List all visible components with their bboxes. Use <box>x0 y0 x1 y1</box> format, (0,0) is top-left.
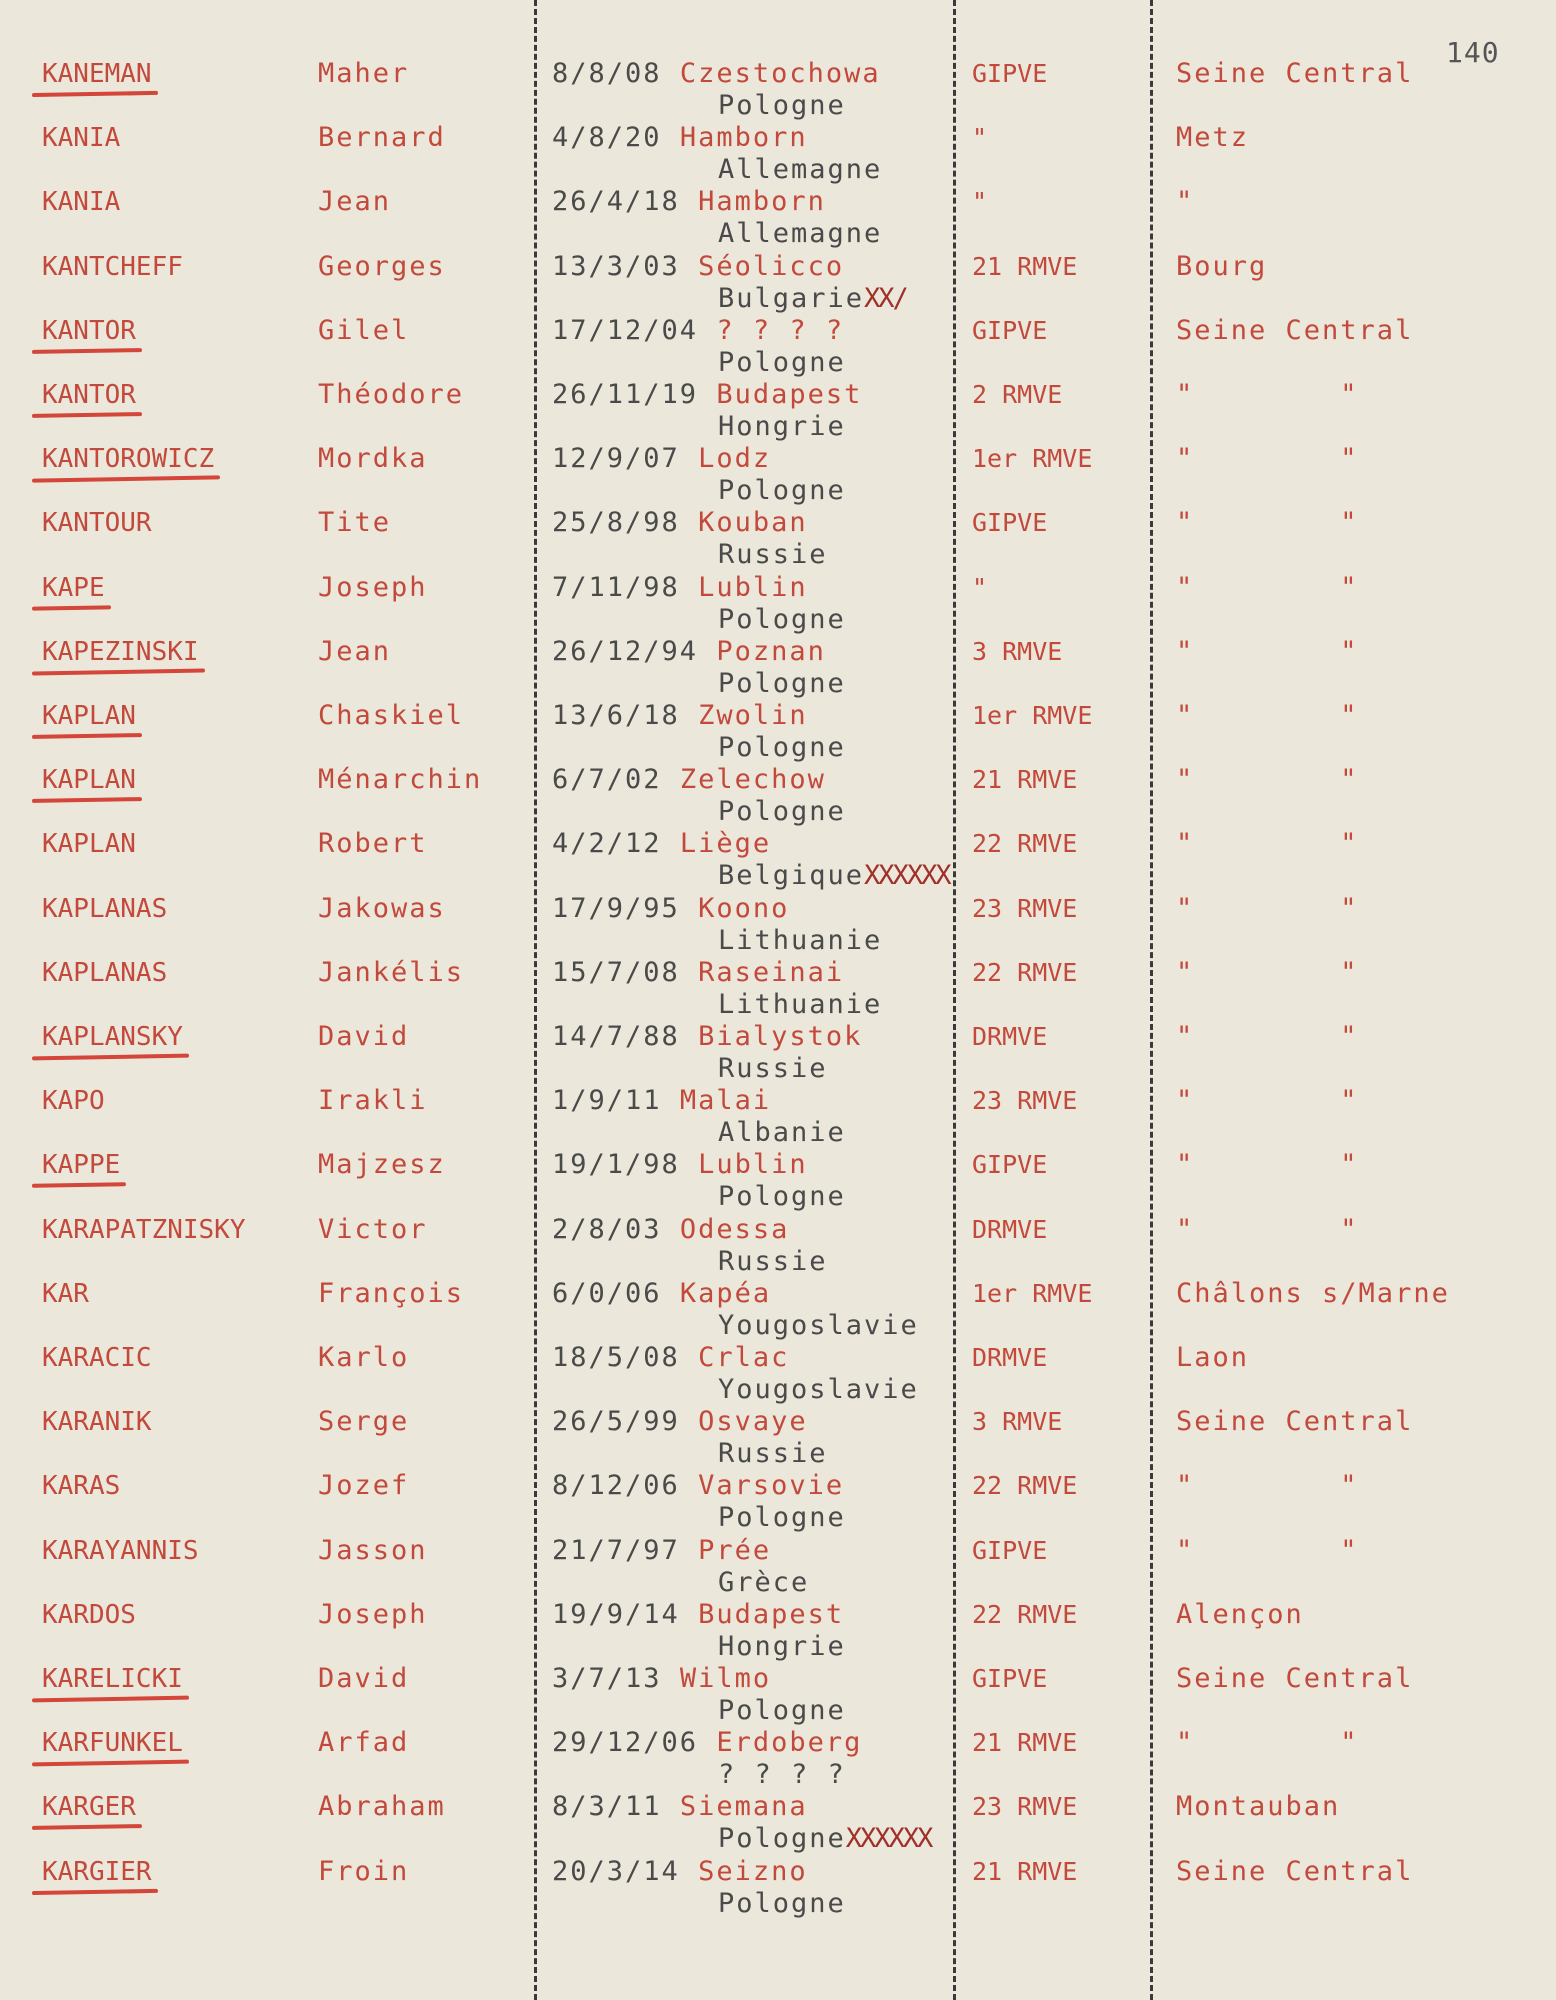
country-name: Lithuanie <box>718 924 883 956</box>
military-unit: 21 RMVE <box>972 1728 1078 1758</box>
birth-country <box>718 154 882 186</box>
first-name: Joseph <box>318 1598 428 1630</box>
surname: KARACIC <box>42 1343 152 1373</box>
first-name: François <box>318 1277 465 1309</box>
birth-place: Siemana <box>679 1791 808 1823</box>
surname: KANEMAN <box>42 59 152 89</box>
birth-info <box>552 1149 808 1181</box>
birth-country <box>718 347 846 379</box>
country-name: Pologne <box>718 732 846 763</box>
country-name: Grèce <box>718 1566 810 1598</box>
first-name: Serge <box>318 1406 410 1438</box>
country-name: Russie <box>718 1245 828 1277</box>
surname: KARDOS <box>42 1599 136 1630</box>
military-unit: 1er RMVE <box>972 444 1093 474</box>
country-name: Bulgarie <box>718 282 865 314</box>
birth-country <box>718 989 882 1021</box>
country-name: Pologne <box>718 1887 846 1919</box>
destination: " " <box>1176 379 1359 410</box>
birth-place: Raseinai <box>698 956 845 988</box>
register-row <box>0 700 1556 764</box>
surname: KANTOR <box>42 315 136 346</box>
birth-date: 6/0/06 <box>552 1277 662 1309</box>
surname: KARANIK <box>42 1407 152 1438</box>
birth-country <box>718 283 907 315</box>
birth-date: 14/7/88 <box>552 1021 680 1052</box>
birth-info <box>552 186 826 218</box>
birth-info <box>552 379 862 411</box>
birth-date: 8/3/11 <box>552 1791 662 1823</box>
birth-country <box>718 1181 846 1213</box>
birth-place: Kapéa <box>679 1277 772 1309</box>
surname: KANIA <box>42 187 121 218</box>
first-name: Majzesz <box>318 1149 446 1181</box>
destination: " " <box>1176 571 1359 603</box>
surname: KAPLANSKY <box>42 1022 183 1052</box>
destination: Laon <box>1176 1342 1250 1373</box>
country-name: Pologne <box>718 796 846 828</box>
destination: " " <box>1176 635 1359 667</box>
destination: " " <box>1176 1149 1359 1181</box>
birth-info <box>552 572 808 604</box>
birth-date: 25/8/98 <box>552 507 680 539</box>
birth-place: Varsovie <box>698 1470 845 1502</box>
birth-date: 8/12/06 <box>552 1470 680 1502</box>
military-unit: 22 RMVE <box>972 1599 1078 1629</box>
birth-country <box>718 860 950 892</box>
surname: KAPE <box>42 572 105 603</box>
military-unit: 21 RMVE <box>972 251 1078 281</box>
first-name: Maher <box>318 58 410 89</box>
first-name: Joseph <box>318 571 428 603</box>
register-row <box>0 957 1556 1021</box>
birth-place: Lublin <box>698 1149 808 1181</box>
surname: KARAPATZNISKY <box>42 1214 246 1245</box>
register-row <box>0 58 1556 122</box>
first-name: Tite <box>318 507 392 539</box>
first-name: Robert <box>318 828 428 860</box>
birth-place: Hamborn <box>698 186 826 218</box>
destination: " " <box>1176 1213 1359 1245</box>
birth-place: Budapest <box>716 379 863 410</box>
birth-country <box>718 1438 828 1470</box>
first-name: Jankélis <box>318 956 465 988</box>
register-row <box>0 828 1556 892</box>
surname: KARGIER <box>42 1856 152 1887</box>
birth-date: 4/2/12 <box>552 828 662 860</box>
surname: KARELICKI <box>42 1664 183 1694</box>
birth-country <box>718 1888 846 1920</box>
strikeout-mark: XXXXXX <box>864 860 950 892</box>
birth-place: Czestochowa <box>679 58 881 89</box>
register-row <box>0 315 1556 379</box>
first-name: Irakli <box>318 1085 428 1117</box>
register-row <box>0 1470 1556 1534</box>
birth-info <box>552 1791 808 1823</box>
country-name: ? ? ? ? <box>718 1759 846 1791</box>
country-name: Yougoslavie <box>718 1374 919 1405</box>
register-row <box>0 1535 1556 1599</box>
birth-date: 26/12/94 <box>552 635 699 667</box>
birth-info <box>552 1214 789 1246</box>
destination: Seine Central <box>1176 1855 1414 1887</box>
country-name: Russie <box>718 1438 828 1470</box>
register-row <box>0 122 1556 186</box>
birth-country <box>718 1053 828 1085</box>
country-name: Albanie <box>718 1117 846 1149</box>
destination: " " <box>1176 1021 1359 1052</box>
destination: " " <box>1176 507 1359 539</box>
birth-date: 19/1/98 <box>552 1149 680 1181</box>
destination: Seine Central <box>1176 314 1414 346</box>
country-name: Yougoslavie <box>718 1309 919 1341</box>
birth-place: Bialystok <box>698 1021 863 1052</box>
country-name: Pologne <box>718 346 846 378</box>
military-unit: 1er RMVE <box>972 1278 1093 1308</box>
first-name: Jean <box>318 635 392 667</box>
first-name: Chaskiel <box>318 700 465 731</box>
surname: KARAS <box>42 1471 121 1502</box>
military-unit: 23 RMVE <box>972 1086 1078 1116</box>
military-unit: 22 RMVE <box>972 957 1078 987</box>
first-name: Bernard <box>318 122 446 154</box>
birth-country <box>718 1567 809 1599</box>
surname: KANTCHEFF <box>42 251 183 282</box>
first-name: Gilel <box>318 314 410 346</box>
register-row <box>0 636 1556 700</box>
birth-place: Zelechow <box>679 764 826 796</box>
birth-place: Wilmo <box>679 1663 772 1694</box>
birth-country <box>718 539 828 571</box>
strikeout-mark: XX/ <box>864 282 907 314</box>
country-name: Pologne <box>718 1695 846 1726</box>
first-name: Mordka <box>318 443 428 475</box>
birth-date: 21/7/97 <box>552 1534 680 1566</box>
military-unit: 23 RMVE <box>972 893 1078 923</box>
destination: Seine Central <box>1176 1406 1414 1438</box>
military-unit: DRMVE <box>972 1022 1048 1051</box>
country-name: Pologne <box>718 475 846 507</box>
surname: KANTOROWICZ <box>42 444 215 475</box>
surname: KAR <box>42 1278 89 1309</box>
destination: " " <box>1176 1085 1359 1117</box>
destination: " " <box>1176 443 1359 475</box>
birth-country <box>718 411 846 443</box>
birth-info <box>552 251 844 283</box>
surname: KARFUNKEL <box>42 1728 183 1759</box>
birth-date: 17/9/95 <box>552 892 680 924</box>
birth-place: Kouban <box>698 507 808 539</box>
first-name: David <box>318 1663 410 1694</box>
birth-info <box>552 507 808 539</box>
surname: KAPLAN <box>42 765 136 796</box>
register-row <box>0 186 1556 250</box>
birth-info <box>552 1663 771 1695</box>
military-unit: GIPVE <box>972 508 1048 538</box>
birth-date: 1/9/11 <box>552 1085 662 1117</box>
first-name: Georges <box>318 250 446 282</box>
first-name: Jean <box>318 186 392 218</box>
register-row <box>0 379 1556 443</box>
register-row <box>0 1406 1556 1470</box>
birth-info <box>552 443 771 475</box>
birth-date: 19/9/14 <box>552 1598 680 1630</box>
register-row <box>0 1791 1556 1855</box>
birth-info <box>552 1278 771 1310</box>
page-number: 140 <box>1446 36 1500 69</box>
surname: KAPLANAS <box>42 893 168 924</box>
birth-country <box>718 218 882 250</box>
first-name: Jozef <box>318 1470 410 1502</box>
country-name: Hongrie <box>718 1630 846 1662</box>
military-unit: 23 RMVE <box>972 1792 1078 1822</box>
military-unit: GIPVE <box>972 1664 1048 1693</box>
birth-info <box>552 764 826 796</box>
register-row <box>0 1663 1556 1727</box>
country-name: Allemagne <box>718 154 883 186</box>
destination: Bourg <box>1176 250 1268 282</box>
military-unit: " <box>972 187 988 217</box>
register-row <box>0 1599 1556 1663</box>
birth-country <box>718 668 846 700</box>
destination: " " <box>1176 1534 1359 1566</box>
birth-date: 26/11/19 <box>552 379 699 410</box>
birth-place: Lublin <box>698 571 808 603</box>
destination: Seine Central <box>1176 1663 1414 1694</box>
country-name: Pologne <box>718 603 846 635</box>
birth-info <box>552 700 808 732</box>
register-row <box>0 1021 1556 1085</box>
first-name: Ménarchin <box>318 764 483 796</box>
birth-place: Liège <box>679 828 772 860</box>
military-unit: 21 RMVE <box>972 1856 1078 1886</box>
birth-place: Zwolin <box>698 700 808 731</box>
country-name: Pologne <box>718 1823 846 1855</box>
birth-info <box>552 1342 789 1374</box>
register-row <box>0 443 1556 507</box>
military-unit: DRMVE <box>972 1214 1048 1244</box>
surname: KANTOUR <box>42 508 152 539</box>
birth-country <box>718 1502 846 1534</box>
birth-place: Seizno <box>698 1855 808 1887</box>
military-unit: " <box>972 123 988 153</box>
birth-place: Prée <box>698 1534 772 1566</box>
register-row <box>0 1214 1556 1278</box>
country-name: Russie <box>718 539 828 571</box>
military-unit: 22 RMVE <box>972 829 1078 859</box>
birth-info <box>552 1021 862 1053</box>
surname: KAPEZINSKI <box>42 636 199 667</box>
first-name: Jakowas <box>318 892 446 924</box>
destination: " " <box>1176 892 1359 924</box>
register-row <box>0 251 1556 315</box>
destination: " " <box>1176 1727 1359 1759</box>
birth-place: Odessa <box>679 1213 790 1245</box>
birth-info <box>552 1599 844 1631</box>
destination: " " <box>1176 764 1359 796</box>
surname: KARGER <box>42 1792 136 1823</box>
destination: Châlons s/Marne <box>1176 1277 1450 1309</box>
birth-place: ? ? ? ? <box>716 314 845 346</box>
birth-place: Crlac <box>698 1342 790 1373</box>
surname: KAPLAN <box>42 701 136 731</box>
destination: Seine Central <box>1176 58 1414 89</box>
destination: " " <box>1176 956 1359 988</box>
birth-info <box>552 636 826 668</box>
destination: " " <box>1176 700 1359 731</box>
surname: KAPO <box>42 1086 105 1117</box>
birth-place: Hamborn <box>679 122 808 154</box>
military-unit: GIPVE <box>972 315 1048 345</box>
first-name: Victor <box>318 1213 428 1245</box>
first-name: Arfad <box>318 1727 410 1759</box>
birth-date: 17/12/04 <box>552 314 699 346</box>
country-name: Pologne <box>718 90 846 121</box>
military-unit: 2 RMVE <box>972 380 1063 409</box>
birth-info <box>552 122 808 154</box>
birth-place: Koono <box>698 892 790 924</box>
birth-info <box>552 1470 844 1502</box>
surname: KAPLANAS <box>42 957 168 988</box>
military-unit: GIPVE <box>972 1535 1048 1565</box>
surname: KANTOR <box>42 380 136 410</box>
military-unit: 21 RMVE <box>972 765 1078 795</box>
military-unit: " <box>972 572 988 602</box>
birth-date: 26/4/18 <box>552 186 680 218</box>
birth-place: Osvaye <box>698 1406 808 1438</box>
register-row <box>0 1278 1556 1342</box>
destination: " " <box>1176 1470 1359 1502</box>
military-unit: 3 RMVE <box>972 636 1063 666</box>
surname: KARAYANNIS <box>42 1535 199 1566</box>
birth-country <box>718 1246 828 1278</box>
first-name: Abraham <box>318 1791 446 1823</box>
first-name: Jasson <box>318 1534 428 1566</box>
destination: Alençon <box>1176 1598 1304 1630</box>
birth-country <box>718 1759 846 1791</box>
birth-info <box>552 957 844 989</box>
birth-date: 29/12/06 <box>552 1727 699 1759</box>
military-unit: GIPVE <box>972 59 1048 88</box>
birth-country <box>718 1310 919 1342</box>
register-row <box>0 1342 1556 1406</box>
birth-date: 4/8/20 <box>552 122 662 154</box>
birth-date: 3/7/13 <box>552 1663 662 1694</box>
destination: Metz <box>1176 122 1250 154</box>
birth-date: 6/7/02 <box>552 764 662 796</box>
birth-place: Poznan <box>716 635 826 667</box>
birth-date: 15/7/08 <box>552 956 680 988</box>
birth-country <box>718 925 882 957</box>
first-name: Froin <box>318 1855 410 1887</box>
birth-country <box>718 1823 931 1855</box>
birth-info <box>552 893 789 925</box>
military-unit: GIPVE <box>972 1150 1048 1180</box>
military-unit: 3 RMVE <box>972 1407 1063 1437</box>
birth-date: 7/11/98 <box>552 571 680 603</box>
destination: Montauban <box>1176 1791 1341 1823</box>
country-name: Pologne <box>718 667 846 699</box>
military-unit: 1er RMVE <box>972 701 1093 730</box>
birth-date: 13/6/18 <box>552 700 680 731</box>
birth-info <box>552 828 771 860</box>
military-unit: 22 RMVE <box>972 1471 1078 1501</box>
birth-date: 2/8/03 <box>552 1213 662 1245</box>
birth-country <box>718 1117 846 1149</box>
first-name: Théodore <box>318 379 465 410</box>
register-row <box>0 572 1556 636</box>
surname: KANIA <box>42 123 121 154</box>
military-unit: DRMVE <box>972 1343 1048 1372</box>
birth-info <box>552 1085 771 1117</box>
country-name: Russie <box>718 1053 828 1084</box>
birth-info <box>552 58 881 90</box>
birth-info <box>552 1406 808 1438</box>
register-row <box>0 1856 1556 1920</box>
register-row <box>0 1727 1556 1791</box>
birth-date: 12/9/07 <box>552 443 680 475</box>
birth-country <box>718 1695 846 1727</box>
birth-country <box>718 604 846 636</box>
first-name: Karlo <box>318 1342 410 1373</box>
birth-country <box>718 732 846 764</box>
birth-date: 13/3/03 <box>552 250 680 282</box>
birth-info <box>552 1727 862 1759</box>
birth-date: 26/5/99 <box>552 1406 680 1438</box>
first-name: David <box>318 1021 410 1052</box>
country-name: Belgique <box>718 860 865 892</box>
country-name: Hongrie <box>718 411 846 442</box>
destination: " " <box>1176 828 1359 860</box>
register-row <box>0 1149 1556 1213</box>
birth-place: Budapest <box>698 1598 845 1630</box>
birth-place: Erdoberg <box>716 1727 863 1759</box>
register-row <box>0 893 1556 957</box>
birth-info <box>552 315 844 347</box>
strikeout-mark: XXXXXX <box>845 1823 932 1855</box>
birth-place: Séolicco <box>698 250 845 282</box>
birth-country <box>718 1374 919 1406</box>
register-row <box>0 507 1556 571</box>
birth-date: 20/3/14 <box>552 1855 680 1887</box>
surname: KAPLAN <box>42 829 136 860</box>
birth-country <box>718 1631 846 1663</box>
register-row <box>0 1085 1556 1149</box>
birth-info <box>552 1535 771 1567</box>
birth-place: Malai <box>679 1085 772 1117</box>
birth-country <box>718 90 846 122</box>
country-name: Pologne <box>718 1181 846 1213</box>
birth-place: Lodz <box>698 443 772 475</box>
birth-date: 8/8/08 <box>552 58 662 89</box>
destination: " <box>1176 186 1195 218</box>
birth-country <box>718 796 846 828</box>
country-name: Pologne <box>718 1502 846 1534</box>
birth-info <box>552 1856 808 1888</box>
country-name: Lithuanie <box>718 988 883 1020</box>
birth-date: 18/5/08 <box>552 1342 680 1373</box>
register-row <box>0 764 1556 828</box>
country-name: Allemagne <box>718 218 883 250</box>
surname: KAPPE <box>42 1150 121 1181</box>
birth-country <box>718 475 846 507</box>
